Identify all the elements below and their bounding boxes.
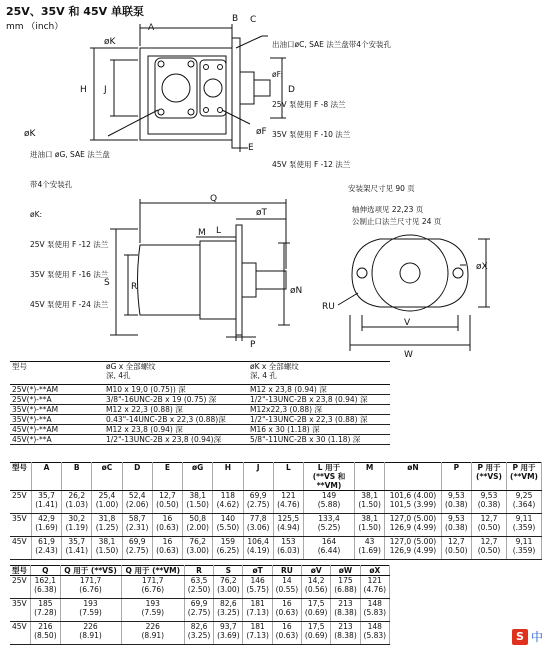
thread-header-g: øG x 全部螺纹 深, 4孔 [104,362,248,385]
dim-label-q: Q [210,194,218,204]
table-row: 45V 216 (8.50) 226 (8.91) 226 (8.91) 82,6 (3.25) 93,7 (3.69) 181 (7.13) 16 (0.63) 17,5 (0.69) 213 (8.38) 148 (5.83) [10,622,390,645]
dim-label-l: L [216,226,222,236]
dim-label-a: A [148,23,155,33]
mounting-ref: 安装架尺寸见 90 页 [348,184,415,193]
dim-label-r: R [131,282,138,292]
table-row: 35V 185 (7.28) 193 (7.59) 193 (7.59) 69,9 (2.75) 82,6 (3.25) 181 (7.13) 16 (0.63) 17,5 (0.69) 213 (8.38) 148 (5.83) [10,599,390,622]
side-view-drawing [0,185,550,365]
table-row: 25V 162,1 (6.38) 171,7 (6.76) 171,7 (6.76) 63,5 (2.50) 76,2 (3.00) 146 (5.75) 14 (0.55) 14,2 (0.56) 175 (6.88) 121 (4.76) [10,576,390,599]
dim-label-t: øT [256,208,268,218]
dimension-table-1 [10,462,542,560]
dim-label-k-bottom: øK [24,129,36,139]
table-row: 45V(*)-**AM M12 x 23,8 (0.94) 深 M16 x 30 (1.18) 深 [10,425,390,435]
table-row: 25V(*)-**AM M10 x 19,0 (0.75)) 深 M12 x 23,8 (0.94) 深 [10,385,390,395]
dim1-header-row: 型号 A B øC D E øG H J L L 用于 (**VS 和 **VM) M øN P P 用于 (**VS) P 用于 (**VM) [10,463,542,491]
table-row: 45V(*)-**A 1/2"-13UNC-2B x 23,8 (0.94)深 5/8"-11UNC-2B x 30 (1.18) 深 [10,435,390,445]
sogou-logo-icon: S [512,629,528,645]
dim-label-e: E [248,143,254,153]
table-row: 25V 35,7 (1.41) 26,2 (1.03) 25,4 (1.00) 52,4 (2.06) 12,7 (0.50) 38,1 (1.50) 118 (4.62) 69,9 (2.75) 121 (4.76) 149 (5.88) 38,1 (1.50) 101,6 (4.00) 101,5 (3.99) 9,53 (0.38) 9,53 (0.38) 9,25 (.364) [10,491,542,514]
thread-header-k: øK x 全部螺纹 深, 4 孔 [248,362,390,385]
dim-label-h: H [80,85,87,95]
page-title: 25V、35V 和 45V 单联泵 [6,5,144,18]
table-row: 45V 61,9 (2.43) 35,7 (1.41) 38,1 (1.50) 69,9 (2.75) 16 (0.63) 76,2 (3.00) 159 (6.25) 106,4 (4.19) 153 (6.03) 164 (6.44) 43 (1.69) 127,0 (5.00) 126,9 (4.99) 12,7 (0.50) 12,7 (0.50) 9,11 (.359) [10,537,542,560]
dim-label-ru: RU [322,302,335,312]
table-row: 35V(*)-**A 0.43"-14UNC-2B x 22,3 (0.88)深 1/2"-13UNC-2B x 22,3 (0.88) 深 [10,415,390,425]
flange-ref: 公制止口法兰尺寸见 24 页 [352,217,442,226]
dimension-table-2 [10,565,390,645]
dim-label-v: V [404,318,411,328]
table-row: 35V(*)-**AM M12 x 22,3 (0.88) 深 M12x22,3 (0.88) 深 [10,405,390,415]
dim-label-c: C [250,15,257,25]
dim-label-j: J [104,85,107,95]
dim-label-k-top: øK [104,37,116,47]
dim-label-m: M [198,228,206,238]
shaft-ref: 轴伸选项见 22,23 页 [352,205,424,214]
dim-label-b: B [232,14,239,24]
thread-table [10,361,390,445]
dim-label-w: W [404,350,413,360]
dim-label-s: S [104,278,110,288]
dim-label-d: D [288,85,295,95]
table-row: 35V 42,9 (1.69) 30,2 (1.19) 31,8 (1.25) 58,7 (2.31) 16 (0.63) 50,8 (2.00) 140 (5.50) 77,8 (3.06) 125,5 (4.94) 133,4 (5.25) 38,1 (1.50) 127,0 (5.00) 126,9 (4.99) 9,53 (0.38) 12,7 (0.50) 9,11 (.359) [10,514,542,537]
dim2-header-row: 型号 Q Q 用于 (**VS) Q 用于 (**VM) R S øT RU øV øW øX [10,566,390,576]
dim-label-f: øF [256,127,267,137]
ime-mode-label[interactable]: 中 [531,630,544,644]
dim-label-p: P [250,340,256,350]
thread-header-model: 型号 [10,362,104,385]
inlet-note: 进油口 øG, SAE 法兰盘 带4个安装孔 øK: 25V 泵使用 F -12 法兰 35V 泵使用 F -16 法兰 45V 泵使用 F -24 法兰 [30,150,110,309]
units-label: mm （inch） [6,22,64,32]
ime-toolbar[interactable] [510,627,550,647]
dim-label-x: øX [476,262,488,272]
table-row: 25V(*)-**A 3/8"-16UNC-2B x 19 (0.75) 深 1/2"-13UNC-2B x 23,8 (0.94) 深 [10,395,390,405]
dim-label-n: øN [290,286,303,296]
outlet-note: 出油口øC, SAE 法兰盘带4个安装孔 øF: 25V 泵使用 F -8 法兰 35V 泵使用 F -10 法兰 45V 泵使用 F -12 法兰 [272,40,392,169]
